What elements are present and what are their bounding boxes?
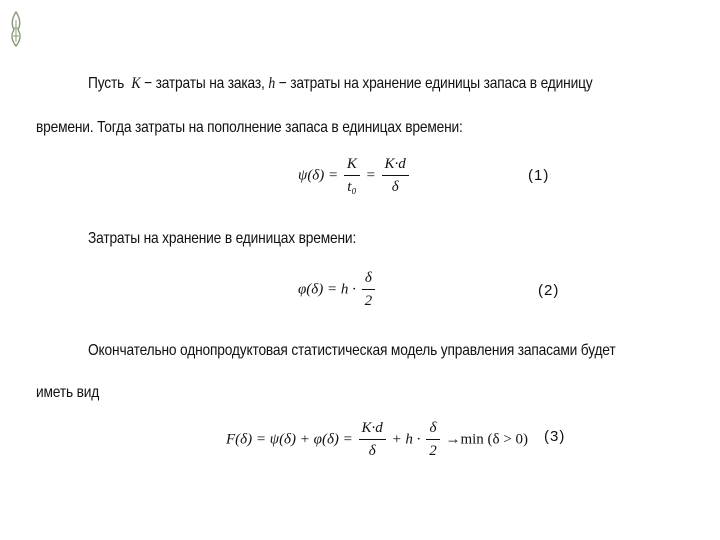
paragraph-1-mid-1: − затраты на заказ, [140, 75, 265, 92]
formula-2-lhs: φ(δ) = h · [298, 281, 356, 298]
formula-3 [226, 420, 528, 460]
formula-3-plus: + h · [391, 431, 421, 448]
formula-1-number: (1) [528, 167, 550, 184]
paragraph-1-line-2: времени. Тогда затраты на пополнение запаса в единицах времени: [36, 119, 463, 136]
paragraph-1-prefix: Пусть [88, 75, 125, 92]
paragraph-3-line-2: иметь вид [36, 384, 100, 401]
formula-1-lhs: ψ(δ) = [298, 167, 339, 184]
variable-k: K [131, 75, 141, 92]
formula-2-fraction [362, 270, 376, 310]
formula-3-fraction-2-denominator: 2 [429, 443, 437, 459]
formula-1-fraction-1-numerator: K [344, 156, 360, 176]
formula-3-fraction-1-denominator: δ [368, 443, 376, 459]
formula-2-fraction-numerator: δ [362, 270, 376, 290]
formula-2-number: (2) [538, 282, 560, 299]
decorative-logo-icon [8, 10, 24, 50]
paragraph-1-line-1 [88, 75, 592, 93]
formula-3-fraction-1-numerator: K·d [359, 420, 386, 440]
formula-2-fraction-denominator: 2 [364, 293, 373, 309]
formula-1-fraction-1 [344, 156, 360, 196]
formula-3-fraction-1 [359, 420, 386, 460]
formula-3-fraction-2-numerator: δ [426, 420, 440, 440]
formula-1-fraction-2-denominator: δ [391, 179, 399, 195]
formula-3-number: (3) [544, 428, 566, 445]
formula-1-equals: = [365, 167, 376, 184]
formula-3-lhs: F(δ) = ψ(δ) + φ(δ) = [226, 431, 353, 448]
paragraph-3-line-1: Окончательно однопродуктовая статистическая модель управления запасами будет [88, 342, 616, 359]
formula-1-fraction-2 [382, 156, 409, 196]
formula-3-tail: →min (δ > 0) [445, 431, 529, 448]
variable-h: h [268, 75, 276, 92]
formula-1 [298, 156, 411, 196]
formula-2 [298, 270, 377, 310]
formula-1-fraction-1-denominator: t₀ [347, 179, 357, 195]
formula-1-fraction-2-numerator: K·d [382, 156, 409, 176]
paragraph-1-mid-2: − затраты на хранение единицы запаса в единицу [275, 75, 593, 92]
paragraph-2: Затраты на хранение в единицах времени: [88, 230, 357, 247]
formula-3-fraction-2 [426, 420, 440, 460]
